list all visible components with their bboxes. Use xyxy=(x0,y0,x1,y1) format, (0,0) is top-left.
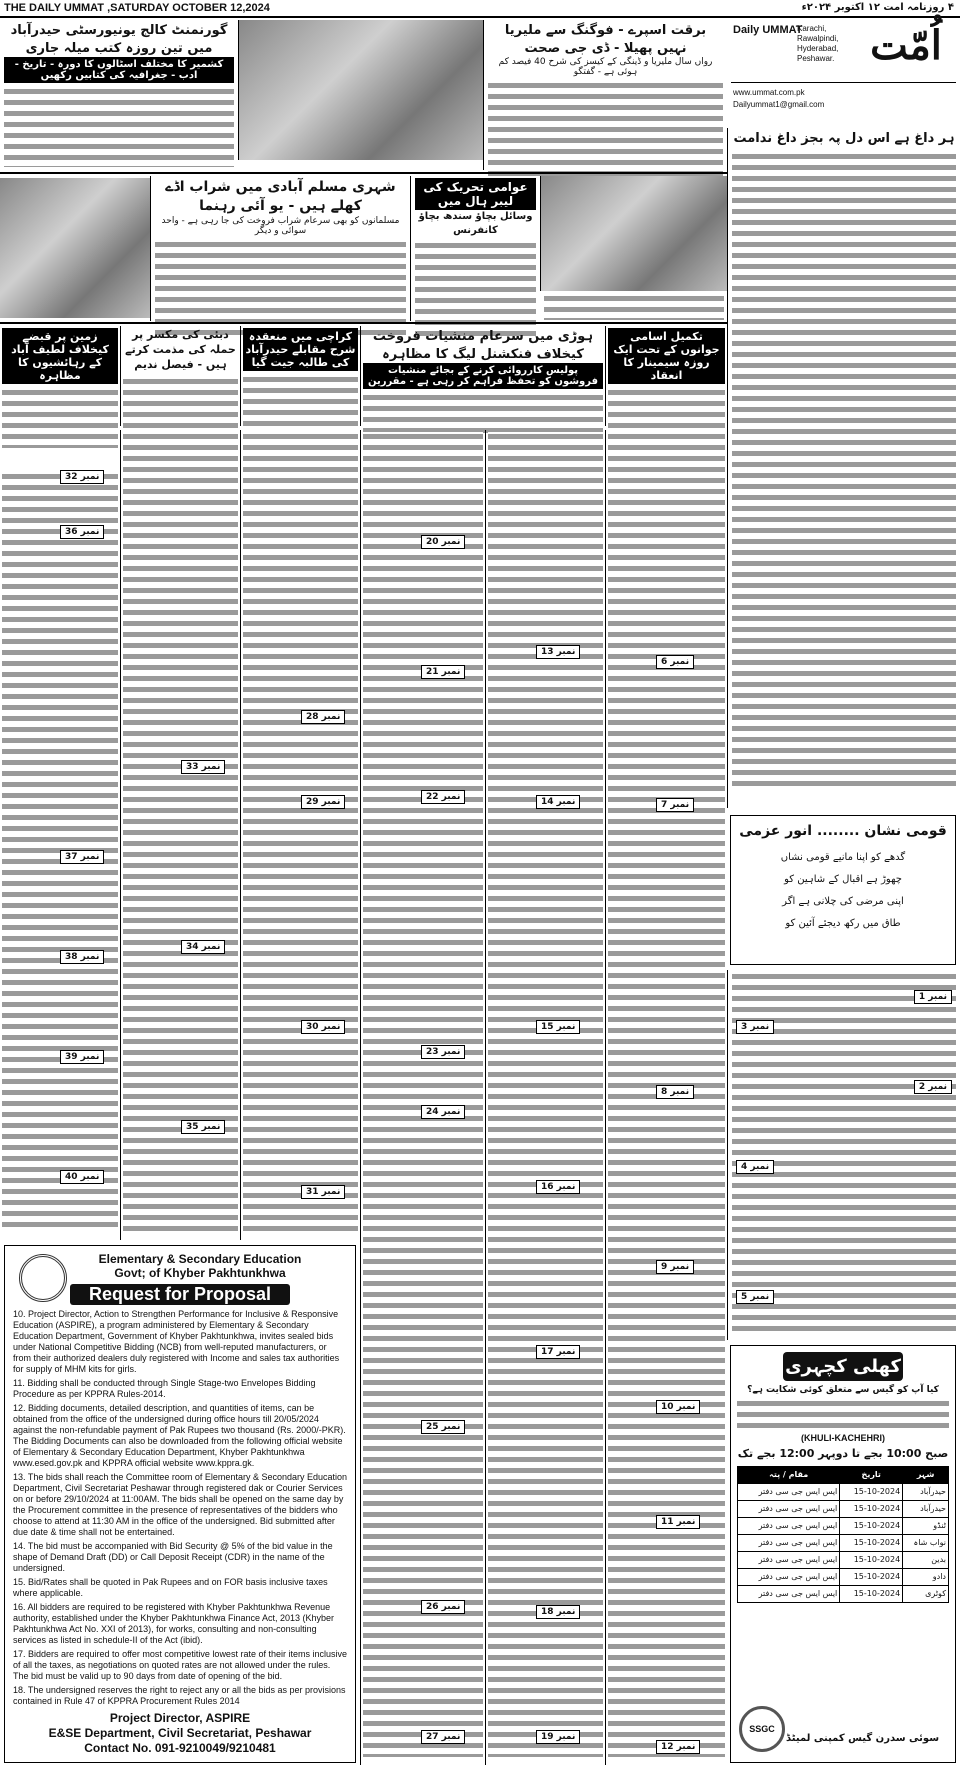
table-row: حیدرآباد 15-10-2024 ایس ایس جی سی دفتر xyxy=(738,1500,949,1517)
rfp-para: 15. Bid/Rates shall be quoted in Pak Rupees and on FOR basis inclusive taxes where applicable. xyxy=(13,1577,328,1598)
editorial-title: ہر داغ ہے اس دل پہ بجز داغ ندامت xyxy=(733,131,955,146)
table-row: دادو 15-10-2024 ایس ایس جی سی دفتر xyxy=(738,1568,949,1585)
rfp-para: 17. Bidders are required to offer most competitive lowest rate of their items inclusive of all the taxes, as negotiations on quoted rates are not allowed under the rules. The bid must be valid up to 90 days from date of opening of the bid. xyxy=(13,1649,347,1681)
rfp-title: Request for Proposal xyxy=(70,1284,290,1305)
story-conference xyxy=(410,176,540,321)
story-liquor-title: شہری مسلم آبادی میں شراب اڈے کھلے ہیں - یو آئی رہنما xyxy=(165,179,396,214)
story-protest-title: ہوڑی میں سرعام منشیات فروخت کیخلاف فنکشنل لیگ کا مظاہرہ xyxy=(372,329,594,362)
story-malaria-body xyxy=(488,81,723,176)
tag-22: نمبر 22 xyxy=(421,790,465,804)
rfp-para: 10. Project Director, Action to Strengthen Performance for Inclusive & Responsive Education (ASPIRE), a program administered by Elementary & Secondary Education Department, Government of Khyber Pakhtunkhwa, invites sealed bids under National Competitive Bidding (NCB) from well-reputed manufacturers, or from their authorized dealers duly registered with Income and sales tax authorities for supply of MHM kits for girls. xyxy=(13,1309,340,1374)
masthead-english: Daily UMMAT xyxy=(733,24,803,36)
story-liquor xyxy=(150,176,410,321)
tag-20: نمبر 20 xyxy=(421,535,465,549)
story-book-fair-sub: کشمیر کا مختلف اسٹالوں کا دورہ - تاریخ - ادب - جغرافیہ کی کتابیں رکھیں xyxy=(4,57,234,83)
story-liquor-body xyxy=(155,240,406,335)
tag-40: نمبر 40 xyxy=(60,1170,104,1184)
poem-title: قومی نشان ........ انور عزمی xyxy=(739,823,947,839)
story-malaria-sub: رواں سال ملیریا و ڈینگی کے کیسز کی شرح 40 فیصد کم ہوئی ہے - گفتگو xyxy=(498,57,713,78)
tag-14: نمبر 14 xyxy=(536,795,580,809)
tag-10: نمبر 10 xyxy=(656,1400,700,1414)
column-7-briefs xyxy=(727,970,960,1340)
table-row: حیدرآباد 15-10-2024 ایس ایس جی سی دفتر xyxy=(738,1483,949,1500)
tag-21: نمبر 21 xyxy=(421,665,465,679)
masthead-logo: اُمّت xyxy=(870,22,942,69)
tag-29: نمبر 29 xyxy=(301,795,345,809)
ssgc-logo: SSGC xyxy=(739,1706,785,1752)
story-malaria xyxy=(483,20,727,170)
tag-27: نمبر 27 xyxy=(421,1730,465,1744)
tag-1: نمبر 1 xyxy=(914,990,952,1004)
story-protest-sub: پولیس کارروائی کرنے کے بجائے منشیات فروشوں کو تحفظ فراہم کر رہی ہے - مقررین xyxy=(363,363,603,389)
khuli-schedule-table: شہر تاریخ مقام / پتہ حیدرآباد 15-10-2024 ایس ایس جی سی دفتر حیدرآباد 15-10-2024 ایس ایس جی سی دفتر ٹنڈو 15-10-2024 ایس ایس جی سی دفتر نواب شاہ 15-10-2024 ایس ایس جی سی دفتر بدین 15-10-2024 ایس ایس جی سی دفتر دادو 15-10-2024 ایس ایس جی سی دفتر کوٹری 15-10-2024 ایس ایس جی سی دفتر xyxy=(737,1466,949,1603)
story-book-fair-body xyxy=(4,87,234,167)
rfp-para: 16. All bidders are required to be registered with Khyber Pakhtunkhwa Revenue authority, established under the Khyber Pakhtunkhwa Finance Act, 2013 (Khyber Pakhtunkhwa Act No. XXI of 2013), for works, consulting and non-consulting services as listed in schedule-II of the Act (ibid). xyxy=(13,1602,335,1645)
column-1-briefs xyxy=(0,470,120,1240)
rfp-ad xyxy=(4,1245,356,1763)
masthead-cities: Karachi, Rawalpindi, Hyderabad, Peshawar. xyxy=(797,24,839,63)
officials-caption xyxy=(544,294,724,320)
tag-15: نمبر 15 xyxy=(536,1020,580,1034)
tag-37: نمبر 37 xyxy=(60,850,104,864)
story-condemn-title: دبئی کی مکسر پر حملہ کی مذمت کرتے ہیں - فیصل ندیم xyxy=(125,328,236,371)
rfp-dept2: Govt; of Khyber Pakhtunkhwa xyxy=(114,1266,286,1280)
rfp-footer: Project Director, ASPIRE E&SE Department, Civil Secretariat, Peshawar Contact No. 091-9210049/9210481 xyxy=(48,1711,312,1755)
rfp-dept1: Elementary & Secondary Education xyxy=(98,1252,302,1266)
kp-emblem-icon xyxy=(19,1254,67,1302)
masthead xyxy=(727,20,960,120)
officials-photo xyxy=(540,176,727,291)
tag-32: نمبر 32 xyxy=(60,470,104,484)
story-book-fair xyxy=(0,20,238,170)
story-protest xyxy=(360,326,605,426)
story-condemn xyxy=(120,326,240,426)
story-book-fair-title: گورنمنٹ کالج یونیورسٹی حیدرآباد میں تین روزہ کتب میلہ جاری xyxy=(10,23,228,56)
khuli-company: سوئی سدرن گیس کمپنی لمیٹڈ xyxy=(786,1733,940,1744)
tag-16: نمبر 16 xyxy=(536,1180,580,1194)
table-row: کوٹری 15-10-2024 ایس ایس جی سی دفتر xyxy=(738,1585,949,1602)
editorial xyxy=(727,128,960,808)
page-header xyxy=(0,0,960,18)
poem-lines: گدھے کو اپنا مانیے قومی نشاں چھوڑ ہے اقبال کے شاہین کو اپنی مرضی کی چلانی ہے اگر طاق میں رکھ دیجئے آئین کو xyxy=(780,851,906,929)
tag-4: نمبر 4 xyxy=(736,1160,774,1174)
masthead-website: www.ummat.com.pk xyxy=(733,88,805,97)
tag-36: نمبر 36 xyxy=(60,525,104,539)
story-malaria-title: برقت اسپرے - فوگنگ سے ملیریا نہیں پھیلا - ڈی جی صحت xyxy=(504,23,707,56)
tag-18: نمبر 18 xyxy=(536,1605,580,1619)
khuli-kachehri-ad xyxy=(730,1345,956,1763)
story-seminar xyxy=(605,326,727,426)
tag-35: نمبر 35 xyxy=(181,1120,225,1134)
editorial-body xyxy=(732,152,956,792)
header-urdu: ۴ روزنامہ امت ۱۲ اکتوبر ۲۰۲۴ء xyxy=(801,2,954,13)
tag-34: نمبر 34 xyxy=(181,940,225,954)
column-5-briefs xyxy=(485,430,605,1765)
khuli-question: کیا آپ کو گیس سے متعلق کوئی شکایت ہے؟ xyxy=(747,1385,939,1395)
story-contest xyxy=(240,326,360,426)
tag-2: نمبر 2 xyxy=(914,1080,952,1094)
tag-38: نمبر 38 xyxy=(60,950,104,964)
rally-photo xyxy=(0,178,150,318)
column-2-briefs xyxy=(120,430,240,1240)
masthead-email: Dailyummat1@gmail.com xyxy=(733,100,825,109)
tag-33: نمبر 33 xyxy=(181,760,225,774)
tag-19: نمبر 19 xyxy=(536,1730,580,1744)
tag-12: نمبر 12 xyxy=(656,1740,700,1754)
tag-30: نمبر 30 xyxy=(301,1020,345,1034)
rfp-para: 18. The undersigned reserves the right to reject any or all the bids as per provisions contained in Rule 47 of KPPRA Procurement Rules 2014 xyxy=(13,1685,346,1706)
protest-photo xyxy=(238,20,483,160)
tag-28: نمبر 28 xyxy=(301,710,345,724)
khuli-time: صبح 10:00 بجے تا دوپہر 12:00 بجے تک xyxy=(737,1447,949,1460)
table-row: بدین 15-10-2024 ایس ایس جی سی دفتر xyxy=(738,1551,949,1568)
tag-26: نمبر 26 xyxy=(421,1600,465,1614)
tag-5: نمبر 5 xyxy=(736,1290,774,1304)
rfp-para: 12. Bidding documents, detailed description, and quantities of items, can be obtained from the office of the undersigned during office hours till 20/05/2024 against the non-refundable payment of Pak Rupees two thousand (Rs. 2000/-PKR). The Bidding Documents can also be downloaded from the following official website of Elementary & Secondary Education Department, Khyber Pakhtunkhwa www.esed.gov.pk and KPPRA official website www.kppra.gk. xyxy=(13,1403,346,1468)
story-contest-title: کراچی میں منعقدہ شرح مقابلے حیدرآباد کی طالبہ جیت گیا xyxy=(243,328,358,371)
tag-25: نمبر 25 xyxy=(421,1420,465,1434)
poem-box xyxy=(730,815,956,965)
tag-23: نمبر 23 xyxy=(421,1045,465,1059)
tag-8: نمبر 8 xyxy=(656,1085,694,1099)
tag-9: نمبر 9 xyxy=(656,1260,694,1274)
column-4-briefs xyxy=(360,430,485,1765)
tag-24: نمبر 24 xyxy=(421,1105,465,1119)
tag-17: نمبر 17 xyxy=(536,1345,580,1359)
tag-11: نمبر 11 xyxy=(656,1515,700,1529)
header-english: THE DAILY UMMAT ,SATURDAY OCTOBER 12,2024 xyxy=(4,2,270,14)
tag-3: نمبر 3 xyxy=(736,1020,774,1034)
story-land xyxy=(0,326,120,426)
story-conference-title: عوامی تحریک کی لیبر ہال میں xyxy=(415,178,536,210)
story-land-title: زمین پر قبضے کیخلاف لطیف آباد کے رہائشیوں کا مظاہرہ xyxy=(2,328,118,384)
khuli-label: (KHULI-KACHEHRI) xyxy=(801,1433,885,1443)
table-row: ٹنڈو 15-10-2024 ایس ایس جی سی دفتر xyxy=(738,1517,949,1534)
tag-6: نمبر 6 xyxy=(656,655,694,669)
story-liquor-sub: مسلمانوں کو بھی سرعام شراب فروخت کی جا رہی ہے - واحد سوائی و دیگر xyxy=(161,215,400,236)
column-3-briefs xyxy=(240,430,360,1240)
rfp-para: 11. Bidding shall be conducted through Single Stage-two Envelopes Bidding Procedure as per KPPRA Rules-2014. xyxy=(13,1378,316,1399)
table-row: نواب شاہ 15-10-2024 ایس ایس جی سی دفتر xyxy=(738,1534,949,1551)
story-seminar-title: تکمیل اسامی جوانوں کے تحت ایک روزہ سیمینار کا انعقاد xyxy=(608,328,725,384)
column-6-briefs xyxy=(605,430,727,1765)
story-conference-sub: وسائل بچاؤ سندھ بچاؤ کانفرنس xyxy=(418,211,533,236)
tag-13: نمبر 13 xyxy=(536,645,580,659)
tag-7: نمبر 7 xyxy=(656,798,694,812)
khuli-title: کھلی کچہری xyxy=(783,1352,903,1381)
rfp-para: 14. The bid must be accompanied with Bid Security @ 5% of the bid value in the shape of Demand Draft (DD) or Call Deposit Receipt (CDR) in the name of the undersigned. xyxy=(13,1541,333,1573)
tag-31: نمبر 31 xyxy=(301,1185,345,1199)
tag-39: نمبر 39 xyxy=(60,1050,104,1064)
rfp-para: 13. The bids shall reach the Committee room of Elementary & Secondary Education Department, Civil Secretariat Peshawar through registered dak or Courier Services on or before 29/10/2024 at 11:00AM. The bids shall be opened on the same day by the Procurement committee in the presence of representatives of the bidders who choose to attend at 11:30 AM in the office of the undersigned. Bid submitted after due date & time shall not be entertained. xyxy=(13,1472,348,1537)
khuli-intro xyxy=(737,1399,949,1429)
